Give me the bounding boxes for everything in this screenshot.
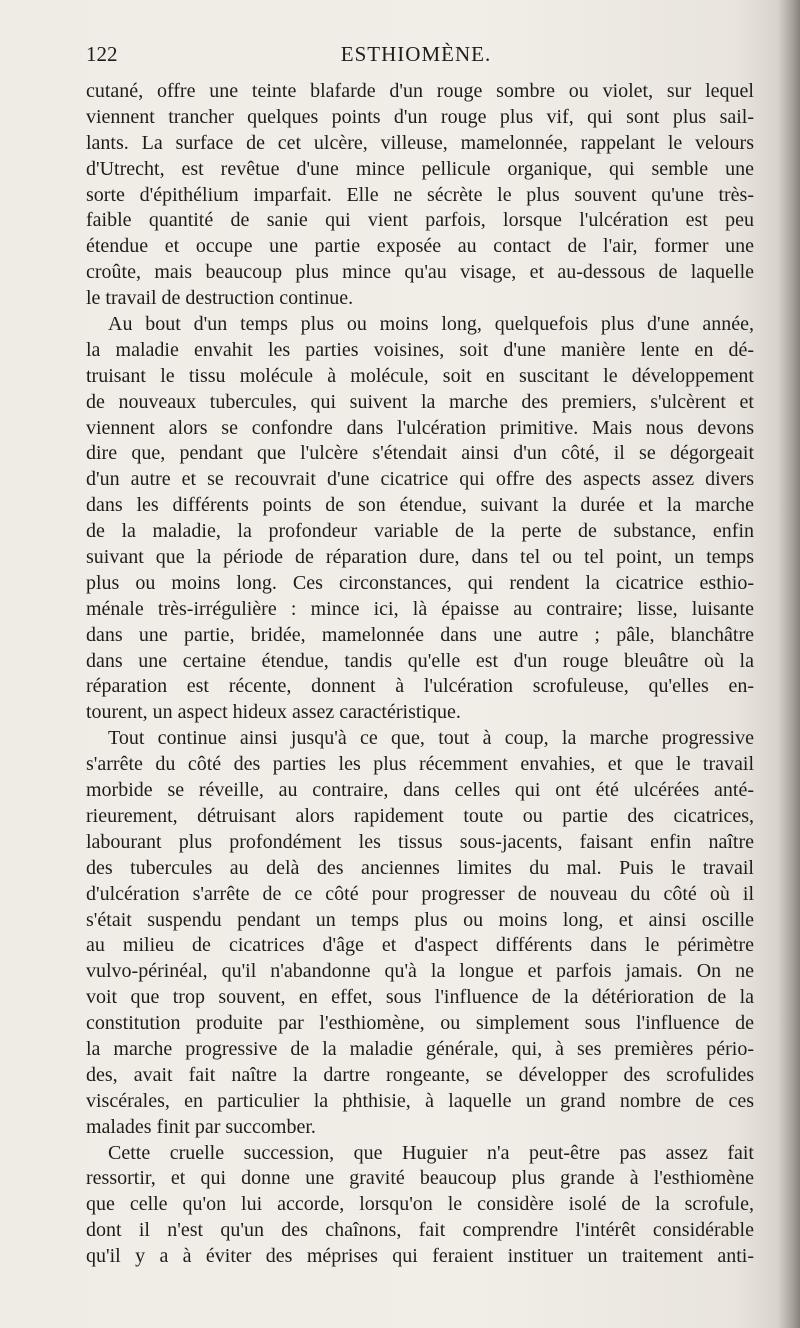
text-line: d'ulcération s'arrête de ce côté pour progresser de nouveau du côté où il xyxy=(86,882,754,905)
text-line: ménale très-irrégulière : mince ici, là épaisse au contraire; lisse, luisante xyxy=(86,597,754,620)
text-line: croûte, mais beaucoup plus mince qu'au visage, et au-dessous de laquelle xyxy=(86,261,754,284)
text-line: dans une certaine étendue, tandis qu'elle est d'un rouge bleuâtre où la xyxy=(86,649,754,672)
text-line: labourant plus profondément les tissus sous-jacents, faisant enfin naître xyxy=(86,830,754,853)
text-line: de nouveaux tubercules, qui suivent la marche des premiers, s'ulcèrent et xyxy=(86,390,754,413)
text-line: vulvo-périnéal, qu'il n'abandonne qu'à la longue et parfois jamais. On ne xyxy=(86,960,754,983)
text-line: la maladie envahit les parties voisines, soit d'une manière lente en dé- xyxy=(86,338,754,361)
text-line: au milieu de cicatrices d'âge et d'aspect différents dans le périmètre xyxy=(86,934,754,957)
page-header xyxy=(86,42,746,72)
text-line: malades finit par succomber. xyxy=(86,1115,316,1138)
text-line: des tubercules au delà des anciennes limites du mal. Puis le travail xyxy=(86,856,754,879)
text-line: morbide se réveille, au contraire, dans celles qui ont été ulcérées anté- xyxy=(86,779,754,802)
text-line: faible quantité de sanie qui vient parfois, lorsque l'ulcération est peu xyxy=(86,209,754,232)
text-line: d'un autre et se recouvrait d'une cicatrice qui offre des aspects assez divers xyxy=(86,468,754,491)
text-line: suivant que la période de réparation dure, dans tel ou tel point, un temps xyxy=(86,546,754,569)
paragraph-start-line: Cette cruelle succession, que Huguier n'a peut-être pas assez fait xyxy=(108,1141,754,1164)
text-line: tourent, un aspect hideux assez caractéristique. xyxy=(86,701,461,724)
text-line: s'arrête du côté des parties les plus récemment envahies, et que le travail xyxy=(86,753,754,776)
text-line: plus ou moins long. Ces circonstances, qui rendent la cicatrice esthio- xyxy=(86,571,754,594)
running-title: ESTHIOMÈNE. xyxy=(340,42,492,66)
text-line: dans une partie, bridée, mamelonnée dans une autre ; pâle, blanchâtre xyxy=(86,623,754,646)
text-line: que celle qu'on lui accorde, lorsqu'on le considère isolé de la scrofule, xyxy=(86,1193,754,1216)
text-line: viennent alors se confondre dans l'ulcération primitive. Mais nous devons xyxy=(86,416,754,439)
text-line: ressortir, et qui donne une gravité beaucoup plus grande à l'esthiomène xyxy=(86,1167,754,1190)
text-line: cutané, offre une teinte blafarde d'un rouge sombre ou violet, sur lequel xyxy=(86,80,754,102)
text-line: le travail de destruction continue. xyxy=(86,287,354,310)
page-edge-shadow xyxy=(778,0,800,1328)
text-line: d'Utrecht, est revêtue d'une mince pellicule organique, qui semble une xyxy=(86,157,754,180)
text-line: rieurement, détruisant alors rapidement toute ou partie des cicatrices, xyxy=(86,804,754,827)
text-line: dire que, pendant que l'ulcère s'étendait ainsi d'un côté, il se dégorgeait xyxy=(86,442,754,465)
text-line: des, avait fait naître la dartre rongeante, se développer des scrofulides xyxy=(86,1063,754,1086)
text-line: étendue et occupe une partie exposée au contact de l'air, former une xyxy=(86,235,754,258)
body-text xyxy=(86,79,754,1270)
text-line: viscérales, en particulier la phthisie, à laquelle un grand nombre de ces xyxy=(86,1089,754,1112)
text-line: la marche progressive de la maladie générale, qui, à ses premières pério- xyxy=(86,1037,754,1060)
text-line: voit que trop souvent, en effet, sous l'influence de la détérioration de la xyxy=(86,986,754,1009)
text-line: s'était suspendu pendant un temps plus ou moins long, et ainsi oscille xyxy=(86,908,754,931)
text-line: viennent trancher quelques points d'un rouge plus vif, qui sont plus sail- xyxy=(86,105,754,128)
text-line: dans les différents points de son étendue, suivant la durée et la marche xyxy=(86,494,754,517)
paragraph-start-line: Au bout d'un temps plus ou moins long, quelquefois plus d'une année, xyxy=(108,313,754,336)
text-line: sorte d'épithélium imparfait. Elle ne sécrète le plus souvent qu'une très- xyxy=(86,183,754,206)
text-line: de la maladie, la profondeur variable de la perte de substance, enfin xyxy=(86,520,754,543)
text-line: lants. La surface de cet ulcère, villeuse, mamelonnée, rappelant le velours xyxy=(86,131,754,154)
text-line: qu'il y a à éviter des méprises qui feraient instituer un traitement anti- xyxy=(86,1245,754,1268)
text-line: réparation est récente, donnent à l'ulcération scrofuleuse, qu'elles en- xyxy=(86,675,754,698)
text-line: constitution produite par l'esthiomène, ou simplement sous l'influence de xyxy=(86,1012,754,1035)
text-line: dont il n'est qu'un des chaînons, fait comprendre l'intérêt considérable xyxy=(86,1219,754,1242)
paragraph-start-line: Tout continue ainsi jusqu'à ce que, tout à coup, la marche progressive xyxy=(108,727,754,750)
page-number: 122 xyxy=(86,42,118,66)
text-line: truisant le tissu molécule à molécule, soit en suscitant le développement xyxy=(86,364,754,387)
